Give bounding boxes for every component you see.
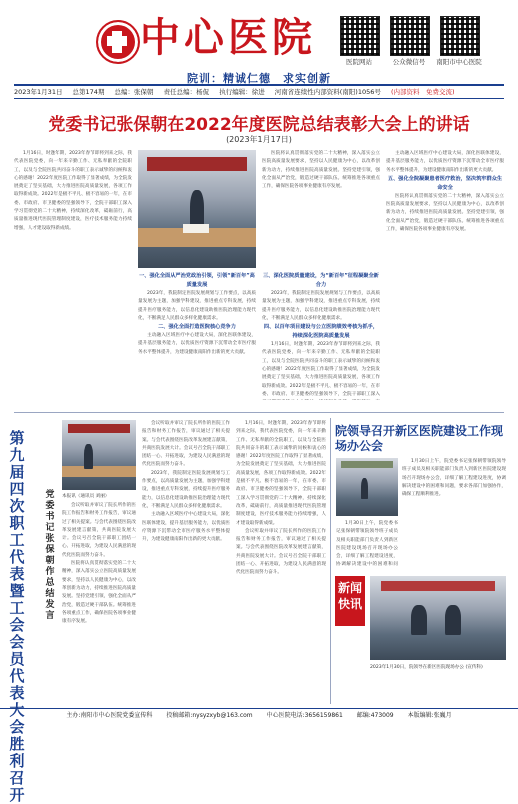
footer-email: 投稿邮箱:nysyzxyb@163.com	[166, 712, 253, 719]
speech-paragraph: 2023年，我院制定医院发展规划与工作要点，以高质量发展为主题，加强学科建设，推进重点专科发展，持续提升医疗服务能力，以信息化建设助推医院治理能力现代化，不断满足人民群众多样化健康需求。	[262, 291, 380, 321]
main-headline: 党委书记张保朝在2022年度医院总结表彰大会上的讲话	[48, 115, 470, 135]
speech-paragraph: 1月16日，时逢年期，2023年春节即将到来之际，我代表医院党委，向一年来辛勤工作、无私奉献的全院职工，以及与全院医院共同奋斗的职工表示诚挚的问候和衷心的感谢！2022年度医院工作取得了显著成绩，为全院发展奠定了坚实基础，大力推进医院高质量发展，各项工作取得新成效。2022年是极不平凡、极不容易的一年，在市委、市政府、市卫健委的坚强领导下，全院干部职工深入学习贯彻党的二十大精神，持续深化改革，砥砺前行，高质量推进现代医院管理制度建设，医疗技术服务能力持续增强，人才建设取得新成绩。	[14, 151, 132, 231]
speech-paragraph: 1月16日，时逢年期，2023年春节即将到来之际，我代表医院党委，向一年来辛勤工作、无私奉献的全院职工，以及与全院医院共同奋斗的职工表示诚挚的问候和衷心的感谢！2022年度医院工作取得了显著成绩，为全院发展奠定了坚实基础，大力推进医院高质量发展，各项工作取得新成效。2022年是极不平凡、极不容易的一年，在市委、市政府、市卫健委的坚强领导下，全院干部职工深入	[262, 342, 380, 397]
congress-column-1	[62, 502, 136, 702]
congress-paragraph: 医院将认真贯彻落实党的二十大精神，深入落实公立医院高质量发展要求，坚持以人民健康为中心，以改革创新为动力，持续推进医院高质量发展。坚持党建引领，强化全面从严治党，锻造过硬干部队伍。统筹推进各项重点工作，确保医院各项事业健康有序发展。	[62, 561, 136, 625]
qr-label-wechat: 公众微信号	[392, 58, 426, 66]
chief-editor: 总编：张保朝	[114, 88, 154, 96]
speech-paragraph: 主动融入区域医疗中心建设大局，深化医联体建设，提升基层服务能力，以优质医疗资源下沉带动全市医疗服务水平整体提升，为建设健康南阳作出新的更大贡献。	[138, 333, 256, 355]
hospital-motto: 院训：精诚仁德 求实创新	[187, 72, 331, 85]
footer-postcode: 邮编:473009	[356, 712, 394, 719]
section-heading-1: 一、强化全面从严治党政治引领，引领“新百年”高质量发展	[139, 273, 255, 288]
congress-column-3	[236, 420, 326, 702]
speech-paragraph: 医院将认真贯彻落实党的二十大精神，深入落实公立医院高质量发展要求，坚持以人民健康为中心，以改革创新为动力，持续推进医院高质量发展。坚持党建引领，强化全面从严治党，锻造过硬干部队伍。统筹推进各项重点工作，确保医院各项事业健康有序发展。	[386, 193, 504, 233]
qr-label-website: 医院网站	[346, 58, 372, 66]
news-flash-label: 新闻快讯	[335, 576, 365, 626]
congress-column-2	[142, 420, 230, 702]
new-district-column-2	[336, 520, 398, 570]
footer-phone: 中心医院电话:3656159861	[266, 712, 343, 719]
new-district-column-1	[402, 458, 506, 570]
speech-column-2a	[262, 150, 380, 268]
column-divider	[330, 418, 331, 704]
speech-date: (2023年1月17日)	[226, 135, 292, 144]
speech-column-1	[14, 150, 132, 400]
news-caption-text: 2023年1月30日，院领导在新区医院现场办公	[370, 665, 464, 670]
issue-info-bar	[14, 84, 504, 99]
speech-column-3	[262, 272, 380, 400]
site-photo	[336, 458, 398, 516]
qr-code-hospital	[440, 16, 480, 56]
publisher: 河南省连续性内部资料(南阳)1056号	[274, 88, 381, 96]
speech-column-2b	[138, 272, 256, 400]
congress-byline: 本报讯（通讯员 刘丽）	[62, 494, 110, 499]
new-district-paragraph: 1月30日上午，院党委书记张保朝带领院领导班子成员及相关职能部门负责人到新区医院建设现场召开现场办公会，详细了解工程建设进度，协调解决建设中的困难和问题，要求各部门加强协作，确保工程顺利推进。	[402, 459, 506, 498]
congress-vertical-subtitle: 党委书记张保朝作总结发言	[45, 490, 55, 621]
qr-code-website	[340, 16, 380, 56]
qr-icon	[440, 16, 480, 56]
footer-sponsor: 主办:南阳市中心医院党委宣传科	[66, 712, 153, 719]
issue-note: (内部资料 免费交流)	[390, 88, 455, 96]
speech-paragraph: 医院将认真贯彻落实党的二十大精神，深入落实公立医院高质量发展要求，坚持以人民健康为中心，以改革创新为动力，持续推进医院高质量发展。坚持党建引领，强化全面从严治党，锻造过硬干部队伍。统筹推进各项重点工作，确保医院各项事业健康有序发展。	[262, 151, 380, 190]
footer-editor: 本版编辑:张巍月	[407, 712, 452, 719]
speech-paragraph: 2023年，我院制定医院发展规划与工作要点，以高质量发展为主题，加强学科建设，推进重点专科发展，持续提升医疗服务能力，以信息化建设助推医院治理能力现代化，不断满足人民群众多样化健康需求。	[138, 291, 256, 321]
issue-date: 2023年1月31日	[14, 88, 63, 96]
speech-column-4	[386, 150, 504, 400]
page-footer	[0, 708, 518, 723]
section-divider	[14, 412, 504, 413]
qr-icon	[340, 16, 380, 56]
congress-photo	[62, 420, 136, 490]
news-photo-caption	[370, 664, 506, 671]
issue-total: 总第174期	[72, 88, 105, 96]
congress-paragraph: 1月16日，时逢年期，2023年春节即将到来之际，我代表医院党委，向一年来辛勤工作、无私奉献的全院职工，以及与全院医院共同奋斗的职工表示诚挚的问候和衷心的感谢！2022年度医院工作取得了显著成绩，为全院发展奠定了坚实基础，大力推进医院高质量发展，各项工作取得新成效。2022年是极不平凡、极不容易的一年，在市委、市政府、市卫健委的坚强领导下，全院干部职工深入学习贯彻党的二十大精神，持续深化改革，砥砺前行，高质量推进现代医院管理制度建设，医疗技术服务能力持续增强，人才建设取得新成绩。	[236, 421, 326, 526]
responsible-editor: 责任总编：杨侃	[163, 88, 210, 96]
qr-label-hospital: 南阳市中心医院	[436, 58, 482, 66]
congress-paragraph: 会议听取并审议了院长所作的医院工作报告和财务工作报告，审议通过了相关提案。与会代表围绕医院改革发展建言献策，共商医院发展大计。会议号召全院干部职工团结一心、开拓进取，为建设人民满意的现代化医院而努力奋斗。	[62, 503, 136, 558]
new-district-headline: 院领导召开新区医院建设工作现场办公会	[335, 424, 504, 453]
congress-paragraph: 会议听取并审议了院长所作的医院工作报告和财务工作报告，审议通过了相关提案。与会代表围绕医院改革发展建言献策，共商医院发展大计。会议号召全院干部职工团结一心、开拓进取，为建设人民满意的现代化医院而努力奋斗。	[236, 528, 326, 576]
exec-editor: 执行编辑：徐进	[219, 88, 265, 96]
qr-icon	[390, 16, 430, 56]
section-heading-4: 四、以百年项目建设与公立医院绩效考核为抓手，持续深化医院高质量发展	[263, 324, 379, 340]
news-caption-source: (宣传科)	[465, 665, 483, 670]
qr-code-wechat	[390, 16, 430, 56]
hospital-logo-icon	[96, 20, 140, 64]
news-photo	[370, 576, 506, 660]
congress-paragraph: 会议听取并审议了院长所作的医院工作报告和财务工作报告，审议通过了相关提案。与会代表围绕医院改革发展建言献策，共商医院发展大计。会议号召全院干部职工团结一心、开拓进取，为建设人民满意的现代化医院而努力奋斗。	[142, 421, 230, 468]
speech-paragraph: 主动融入区域医疗中心建设大局，深化医联体建设，提升基层服务能力，以优质医疗资源下沉带动全市医疗服务水平整体提升，为建设健康南阳作出新的更大贡献。	[386, 151, 504, 173]
section-heading-5: 五、强化全院凝聚患者医疗救治，坚决筑牢群众生命安全	[387, 175, 503, 191]
congress-paragraph: 2023年，我院制定医院发展规划与工作要点，以高质量发展为主题，加强学科建设，推进重点专科发展，持续提升医疗服务能力，以信息化建设助推医院治理能力现代化，不断满足人民群众多样化健康需求。	[142, 470, 230, 509]
masthead-title: 中心医院	[140, 14, 316, 61]
meeting-photo	[138, 150, 256, 268]
section-heading-3: 三、深化医院质量建设，为“新百年”征程凝聚全新合力	[263, 273, 379, 288]
congress-vertical-headline: 第九届四次职工代表暨工会会员代表大会胜利召开	[9, 429, 25, 804]
new-district-paragraph: 1月30日上午，院党委书记张保朝带领院领导班子成员及相关职能部门负责人到新区医院建设现场召开现场办公会，详细了解工程建设进度，协调解决建设中的困难和问	[336, 521, 398, 568]
section-heading-2: 二、强化全面打造医院核心竞争力	[158, 324, 236, 331]
congress-paragraph: 主动融入区域医疗中心建设大局，深化医联体建设，提升基层服务能力，以优质医疗资源下沉带动全市医疗服务水平整体提升，为建设健康南阳作出新的更大贡献。	[142, 512, 230, 543]
